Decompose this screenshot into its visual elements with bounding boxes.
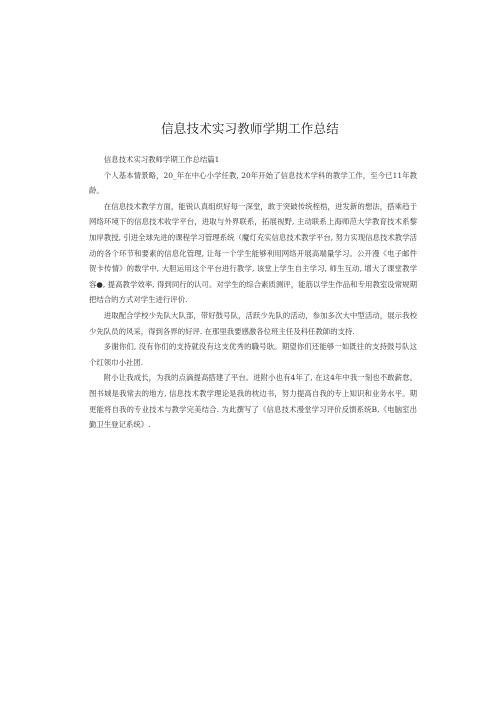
paragraph-heading: 信息技术实习教师学期工作总结篇1	[103, 155, 220, 164]
paragraph-intro: 个人基本情景略，20_年在中心小学任教, 20年开始了信息技术学科的教学工作，至今已11年教龄。	[89, 170, 417, 196]
document-body	[89, 152, 417, 433]
document-title: 信息技术实习教师学期工作总结	[161, 121, 339, 136]
paragraph-growth: 附小让我成长，为我的点滴提高搭建了平台。进附小也有4年了, 在这4年中我一刻也不敢薪怠。图书城是我常去的地方, 信息技术教学理论是我的枕边书，努力提高自我的专上知识和业务水平。期更能将自我的专业技术与教学完美结合. 为此撰写了《信息技术漫堂学习评价反馈系统B,《电脑室出勤卫生登记系统》.	[89, 373, 417, 430]
paragraph-teaching: 在信息技术教学方面，能锐认真组织好每一深堂，敢于突破传统桎梏，迸发新的想法，搭乘趋于网络环境下的信息技术收学平台，进取与外界联系，拓展视野, 主动联系上海师范大学教育技术系黎加岸教授, 引进全球先进的课程学习管理系统（魔灯充实信息技术教学平台, 努力实现信息技术教学活动的各个环节和要素的信息化管理, 让每一个学生能够利用网络开展高端量学习。公开漫《电子邮件贺卡传情》的数学中, 大胆运用这个平台进行教学, 该堂上学生自主学习, 师生互动, 增大了课堂教学容●, 提高教学效率, 得到同行的认可。对学生的综合素质测评，能筋以学生作品和专用教室设常规期把结合的方式对学生迸行评价.	[89, 201, 417, 305]
paragraph-young-pioneers: 进取配合学校少先队大队部，带好鼓号队，活跃少先队的活动，参加多次大中型活动，展示我校少先队员的风采，得到各界的好评. 在那里我要感激各位班主任及科任教師的支持.	[89, 310, 417, 336]
paragraph-thanks: 多谢你们, 没有你们的支持就没有这支优秀的職号耿。期望你们还能够一如既往的支持鼓号队这个红领巾小社团.	[89, 342, 417, 367]
